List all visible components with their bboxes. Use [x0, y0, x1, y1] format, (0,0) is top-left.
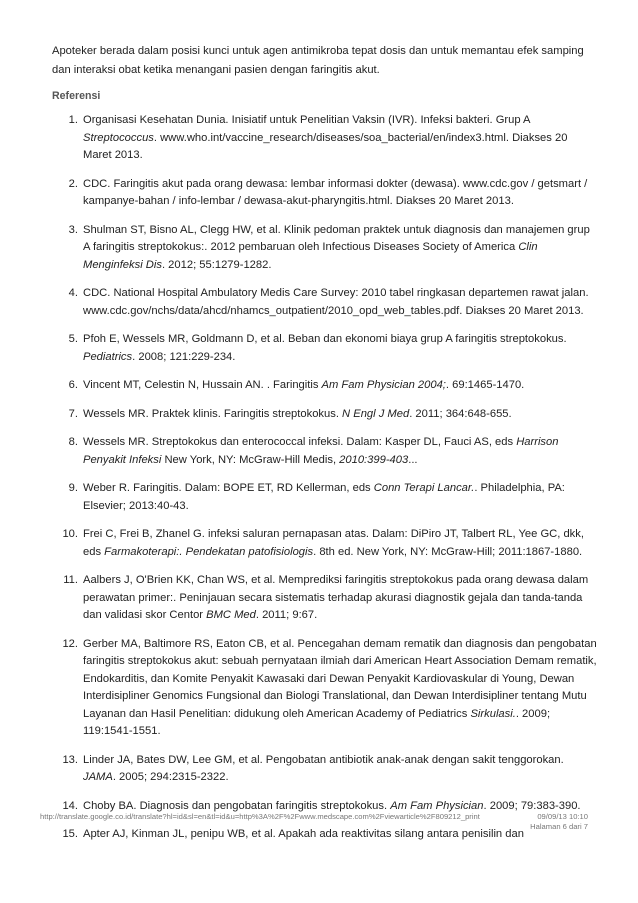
reference-item — [52, 526, 597, 561]
reference-text: . 8th ed. New York, NY: McGraw-Hill; 2011:1867-1880. — [313, 545, 583, 558]
reference-journal-title: Clin Menginfeksi Dis — [83, 241, 538, 271]
reference-item — [52, 112, 597, 165]
reference-text: Gerber MA, Baltimore RS, Eaton CB, et al. Pencegahan demam rematik dan diagnosis dan pengobatan faringitis streptokokus akut: sebuah pernyataan ilmiah dari American Heart Association Demam rematik, Endokarditis, dan Komite Penyakit Kawasaki dari Dewan Penyakit Kardiovaskular di Young, Dewan Interdisipliner Genomics Fungsional dan Biologi Translational, dan Dewan Interdisipliner tentang Mutu Layanan dan Hasil Penelitian: didukung oleh American Academy of Pediatrics — [83, 637, 597, 720]
reference-number: 6. — [68, 379, 78, 391]
reference-text: . 2005; 294:2315-2322. — [112, 771, 229, 783]
reference-item — [52, 826, 597, 844]
reference-text: ... — [408, 453, 418, 466]
reference-journal-title: N Engl J Med — [342, 407, 410, 420]
reference-item — [52, 406, 597, 424]
reference-item — [52, 176, 597, 211]
reference-text: Pfoh E, Wessels MR, Goldmann D, et al. Beban dan ekonomi biaya grup A faringitis streptokokus. — [83, 333, 567, 345]
reference-text: Vincent MT, Celestin N, Hussain AN. . Faringitis — [83, 379, 322, 391]
reference-number: 14. — [62, 799, 78, 812]
reference-journal-title: Harrison Penyakit Infeksi — [83, 436, 559, 466]
reference-item — [52, 377, 597, 395]
footer-url[interactable]: http://translate.google.co.id/translate?hl=id&sl=en&tl=id&u=http%3A%2F%2Fwww.medscape.com%2Fviewarticle%2F809212_print — [40, 812, 480, 821]
reference-text: . 2009; 119:1541-1551. — [83, 707, 551, 737]
reference-number: 8. — [68, 436, 78, 448]
reference-journal-title: Conn Terapi Lancar. — [373, 482, 475, 494]
reference-journal-title: Am Fam Physician — [390, 799, 484, 812]
reference-text: CDC. National Hospital Ambulatory Medis Care Survey: 2010 tabel ringkasan departemen rawat jalan. www.cdc.gov/nchs/data/ahcd/nhamcs_outpatient/2010_opd_web_tables.pdf. Diakses 20 Maret 2013. — [83, 287, 589, 317]
reference-number: 9. — [68, 482, 78, 494]
reference-journal-title: Streptococcus — [83, 131, 154, 144]
reference-item — [52, 222, 597, 275]
intro-paragraph: Apoteker berada dalam posisi kunci untuk agen antimikroba tepat dosis dan untuk memantau efek samping dan interaksi obat ketika menangani pasien dengan faringitis akut. — [52, 45, 584, 76]
reference-item — [52, 285, 597, 320]
reference-item — [52, 331, 597, 366]
reference-item — [52, 434, 597, 469]
reference-text: Weber R. Faringitis. Dalam: BOPE ET, RD Kellerman, eds — [83, 482, 374, 494]
reference-item — [52, 480, 597, 515]
reference-text: Wessels MR. Streptokokus dan enterococcal infeksi. Dalam: Kasper DL, Fauci AS, eds — [83, 436, 517, 448]
reference-number: 3. — [68, 223, 78, 236]
reference-text: . www.who.int/vaccine_research/diseases/soa_bacterial/en/index3.html. Diakses 20 Maret 2013. — [83, 131, 568, 161]
reference-text: Shulman ST, Bisno AL, Clegg HW, et al. Klinik pedoman praktek untuk diagnosis dan manajemen grup A faringitis streptokokus:. 2012 pembaruan oleh Infectious Diseases Society of America — [83, 223, 590, 253]
reference-number: 13. — [62, 753, 78, 766]
references-list — [52, 112, 597, 855]
reference-text: Organisasi Kesehatan Dunia. Inisiatif untuk Penelitian Vaksin (IVR). Infeksi bakteri. Grup A — [83, 114, 530, 126]
footer-page-number: Halaman 6 dari 7 — [530, 822, 588, 831]
reference-journal-title: Am Fam Physician 2004; — [321, 379, 446, 391]
reference-text: Aalbers J, O'Brien KK, Chan WS, et al. Memprediksi faringitis streptokokus pada orang dewasa dalam perawatan primer:. Peninjauan secara sistematis terhadap akurasi diagnostik gejala dan tanda-tanda dan validasi skor Centor — [83, 574, 589, 621]
reference-text: . 2011; 364:648-655. — [409, 407, 512, 420]
reference-text: . 2011; 9:67. — [255, 609, 318, 621]
reference-text: Choby BA. Diagnosis dan pengobatan faringitis streptokokus. — [83, 799, 391, 812]
reference-text: Linder JA, Bates DW, Lee GM, et al. Pengobatan antibiotik anak-anak dengan sakit tenggorokan. — [83, 753, 564, 766]
reference-text: . 2008; 121:229-234. — [132, 350, 236, 363]
reference-number: 15. — [62, 828, 78, 840]
reference-text: Frei C, Frei B, Zhanel G. infeksi saluran pernapasan atas. Dalam: DiPiro JT, Talbert RL, Yee GC, dkk, eds — [83, 528, 584, 558]
reference-journal-title: Farmakoterapi:. Pendekatan patofisiologis — [104, 545, 314, 558]
reference-text: . 2009; 79:383-390. — [483, 799, 581, 812]
reference-text: . Philadelphia, PA: Elsevier; 2013:40-43. — [83, 482, 565, 512]
reference-number: 12. — [62, 637, 78, 650]
reference-text: . 2012; 55:1279-1282. — [161, 258, 272, 271]
reference-text: Apter AJ, Kinman JL, penipu WB, et al. Apakah ada reaktivitas silang antara penisilin dan — [83, 828, 524, 840]
reference-item — [52, 572, 597, 625]
footer-datetime: 09/09/13 10:10 — [537, 812, 588, 821]
reference-journal-title: JAMA — [83, 771, 113, 783]
reference-text: New York, NY: McGraw-Hill Medis, — [161, 453, 340, 466]
references-heading: Referensi — [52, 90, 101, 102]
reference-item — [52, 636, 597, 741]
reference-number: 5. — [68, 333, 78, 345]
reference-number: 2. — [68, 177, 78, 190]
reference-text: CDC. Faringitis akut pada orang dewasa: lembar informasi dokter (dewasa). www.cdc.gov / getsmart / kampanye-bahan / info-lembar / dewasa-akut-pharyngitis.html. Diakses 20 Maret 2013. — [83, 177, 588, 207]
reference-number: 10. — [62, 528, 78, 540]
reference-number: 1. — [68, 114, 78, 126]
reference-text: Wessels MR. Praktek klinis. Faringitis streptokokus. — [83, 407, 343, 420]
reference-number: 11. — [63, 574, 78, 586]
reference-number: 4. — [68, 287, 78, 299]
reference-item — [52, 752, 597, 787]
reference-journal-title: 2010:399-403 — [339, 453, 409, 466]
reference-journal-title: Pediatrics — [83, 350, 133, 363]
reference-journal-title: Sirkulasi. — [470, 707, 516, 720]
reference-text: . 69:1465-1470. — [445, 379, 525, 391]
reference-journal-title: BMC Med — [206, 609, 256, 621]
reference-number: 7. — [68, 407, 78, 420]
